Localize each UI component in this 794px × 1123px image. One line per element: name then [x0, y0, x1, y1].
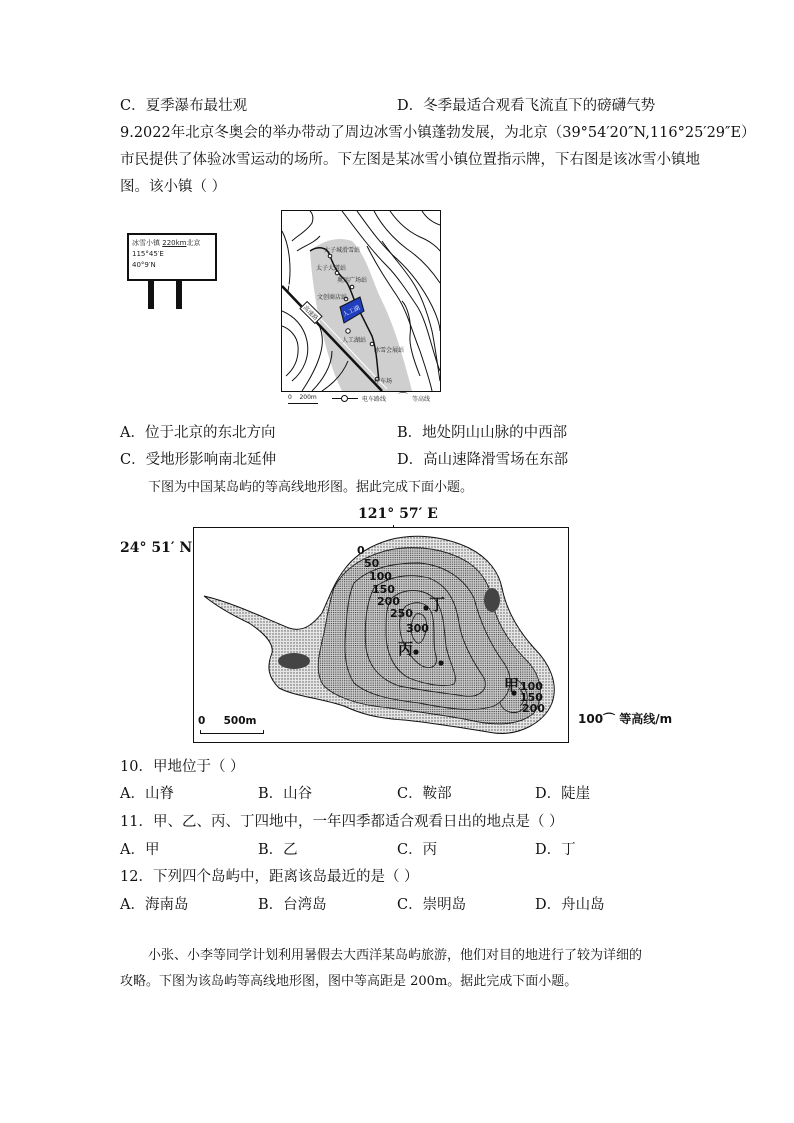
sign-latitude: 40°9′N	[132, 261, 156, 269]
q10-option-b: B．山谷	[258, 786, 313, 802]
map-station-5: 人工湖站	[342, 337, 367, 344]
contour-200: 200	[377, 595, 400, 608]
map-road-label: 高速路	[299, 301, 322, 324]
contour-300: 300	[406, 622, 429, 635]
map-station-7: 停车场	[374, 378, 393, 385]
island-longitude: 121° 57′ E	[358, 506, 438, 522]
contour-250: 250	[390, 607, 413, 620]
sign-distance: 220km	[162, 239, 187, 247]
island-contour-map	[193, 527, 569, 743]
q8-option-c: C．夏季瀑布最壮观	[120, 98, 248, 114]
map-station-2: 太子大道站	[316, 265, 347, 272]
q9-option-c: C．受地形影响南北延伸	[120, 452, 277, 468]
island-intro: 下图为中国某岛屿的等高线地形图。据此完成下面小题。	[148, 480, 474, 495]
outro-line2: 攻略。下图为该岛屿等高线地形图，图中等高距是 200m。据此完成下面小题。	[120, 974, 578, 989]
q9-option-d: D．高山速降滑雪场在东部	[397, 452, 569, 468]
legend-contour: 等高线	[412, 396, 431, 403]
contour-right-150: 150	[520, 691, 543, 704]
q8-option-d: D．冬季最适合观看飞流直下的磅礴气势	[397, 98, 656, 114]
contour-0: 0	[357, 544, 365, 557]
island-legend: 100⌒ 等高线/m	[578, 712, 673, 726]
island-scale-label: 0 500m	[198, 715, 257, 727]
q12-option-b: B．台湾岛	[258, 897, 327, 913]
q12-option-c: C．崇明岛	[397, 897, 467, 913]
island-latitude: 24° 51′ N	[120, 540, 193, 556]
legend-tram: 电车路线	[362, 396, 387, 403]
q9-option-a: A．位于北京的东北方向	[120, 425, 276, 441]
sign-town-label: 冰雪小镇	[132, 239, 160, 247]
q9-stem-line3: 图。该小镇（ ）	[120, 179, 227, 195]
contour-100: 100	[369, 570, 392, 583]
sign-post-left	[148, 279, 154, 309]
q10-stem: 10．甲地位于（ ）	[120, 759, 245, 775]
legend-contour-symbol: ⌒	[398, 393, 408, 404]
snow-town-map	[281, 210, 441, 392]
q11-option-c: C．丙	[397, 842, 438, 858]
contour-50: 50	[364, 557, 380, 570]
q10-option-a: A．山脊	[120, 786, 174, 802]
sign-longitude: 115°45′E	[132, 250, 164, 258]
map-station-1: 太子城滑雪站	[324, 247, 361, 254]
map-lake-label: 人工湖	[341, 304, 362, 319]
island-scale-bar	[200, 730, 264, 734]
place-bing: 丙	[398, 640, 414, 658]
legend-scale: 0 200m	[288, 394, 317, 401]
q12-stem: 12．下列四个岛屿中，距离该岛最近的是（ ）	[120, 869, 419, 885]
q10-option-c: C．鞍部	[397, 786, 452, 802]
contour-right-100: 100	[520, 680, 543, 693]
q9-stem-line2: 市民提供了体验冰雪运动的场所。下左图是某冰雪小镇位置指示牌，下右图是该冰雪小镇地	[120, 152, 700, 168]
location-sign-board	[127, 233, 217, 281]
outro-line1: 小张、小李等同学计划利用暑假去大西洋某岛屿旅游，他们对目的地进行了较为详细的	[148, 948, 643, 963]
contour-right-200: 200	[522, 702, 545, 715]
map-station-3: 奥运广场站	[337, 277, 368, 284]
q11-option-d: D．丁	[535, 842, 576, 858]
sign-beijing-label: 北京	[186, 239, 201, 247]
q9-stem-line1: 9.2022年北京冬奥会的举办带动了周边冰雪小镇蓬勃发展，为北京（39°54′20″N,116°25′29″E）	[120, 125, 756, 141]
map-station-6: 冰雪会展站	[374, 347, 405, 354]
place-jia: 甲	[504, 676, 520, 694]
town-map-legend	[288, 394, 438, 406]
q12-option-a: A．海南岛	[120, 897, 189, 913]
sign-post-right	[176, 279, 182, 309]
q11-option-a: A．甲	[120, 842, 160, 858]
q9-option-b: B．地处阴山山脉的中西部	[397, 425, 568, 441]
q10-option-d: D．陡崖	[535, 786, 591, 802]
place-ding: 丁	[429, 595, 446, 614]
island-contour-svg	[194, 528, 568, 742]
q12-option-d: D．舟山岛	[535, 897, 605, 913]
contour-150: 150	[372, 583, 395, 596]
q11-option-b: B．乙	[258, 842, 298, 858]
q11-stem: 11．甲、乙、丙、丁四地中，一年四季都适合观看日出的地点是（ ）	[120, 814, 564, 830]
map-station-4: 文创商店站	[317, 294, 348, 301]
